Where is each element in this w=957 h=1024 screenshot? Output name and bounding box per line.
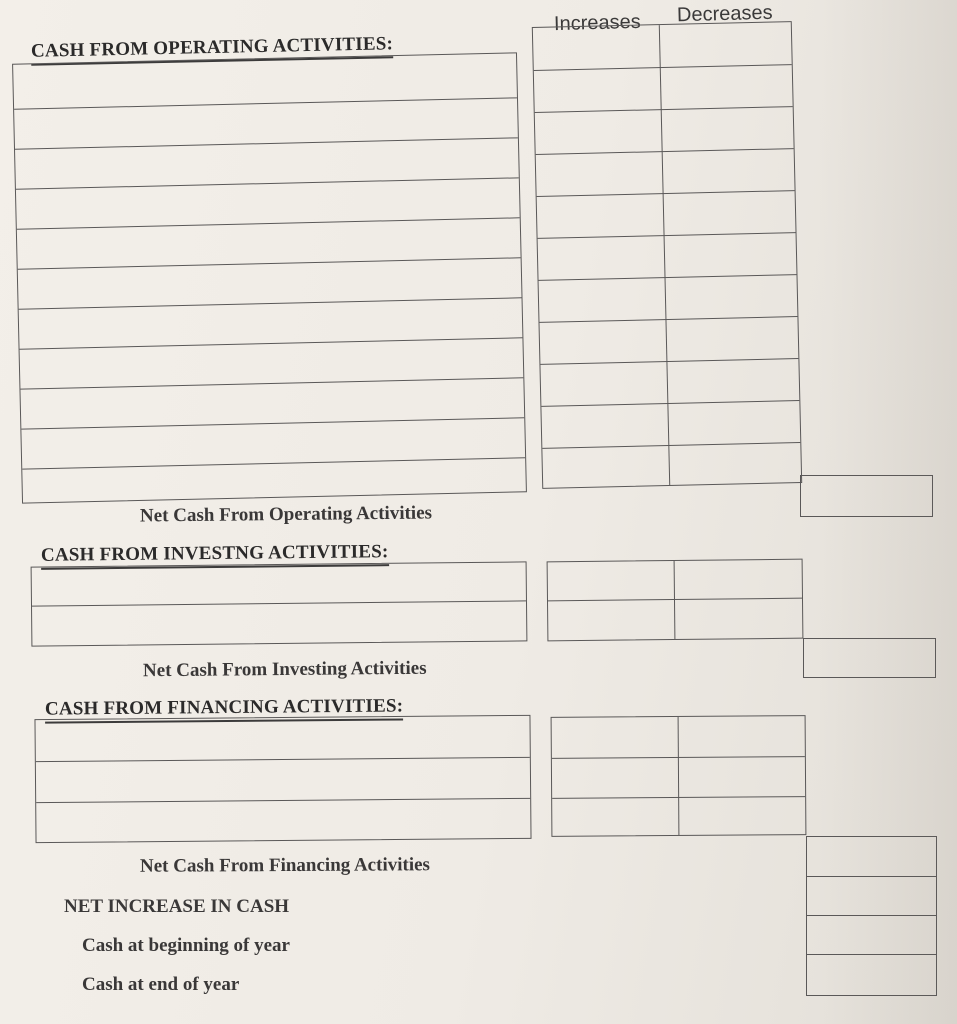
operating-net-label: Net Cash From Operating Activities — [139, 502, 433, 527]
investing-net-label: Net Cash From Investing Activities — [142, 657, 427, 682]
investing-section-title: CASH FROM INVESTNG ACTIVITIES: — [41, 541, 389, 570]
investing-net-box — [803, 638, 936, 678]
investing-description-table — [31, 561, 528, 646]
net-increase-label: NET INCREASE IN CASH — [64, 896, 290, 917]
summary-amount-boxes — [806, 836, 937, 996]
financing-description-table — [34, 715, 531, 843]
operating-amount-table — [532, 21, 802, 489]
operating-description-table — [12, 52, 527, 503]
increases-column-header: Increases — [553, 10, 641, 36]
investing-amount-table — [547, 559, 804, 642]
cash-beginning-label: Cash at beginning of year — [82, 935, 290, 956]
operating-net-box — [800, 475, 933, 517]
financing-net-label: Net Cash From Financing Activities — [139, 854, 430, 877]
cash-end-label: Cash at end of year — [82, 974, 240, 995]
financing-section-title: CASH FROM FINANCING ACTIVITIES: — [45, 695, 403, 723]
operating-section-title: CASH FROM OPERATING ACTIVITIES: — [31, 33, 394, 66]
decreases-column-header: Decreases — [676, 1, 773, 27]
financing-amount-table — [551, 715, 807, 837]
